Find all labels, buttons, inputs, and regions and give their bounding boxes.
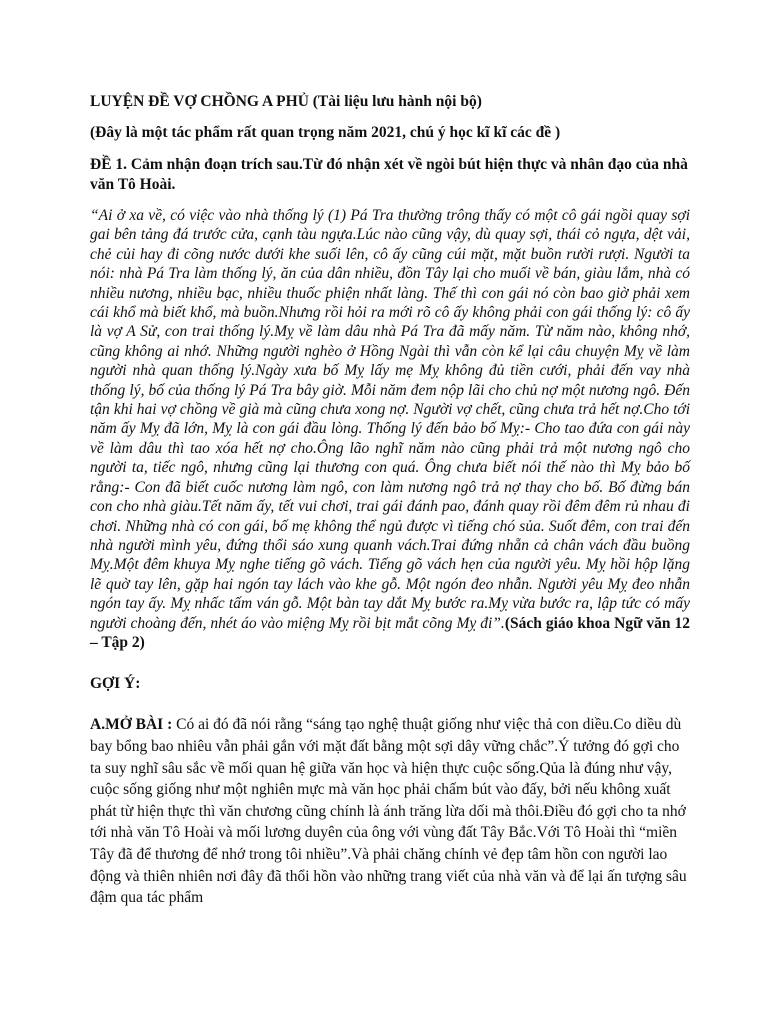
- intro-label: A.MỞ BÀI :: [90, 716, 173, 734]
- excerpt-passage: [90, 206, 690, 652]
- document-page: [90, 92, 690, 909]
- intro-paragraph: [90, 714, 690, 908]
- intro-text: Có ai đó đã nói rằng “sáng tạo nghệ thuật giống như việc thả con diều.Co diều dù bay bổng bao nhiêu vẫn phải gắn với mặt đất bằng một sợi dây vững chắc”.Ý tưởng đó gợi cho ta suy nghĩ sâu sắc về mối quan hệ giữa văn học và hiện thực cuộc sống.Qủa là đúng như vậy, cuộc sống giống như một nghiên mực mà văn học phải chấm bút vào đấy, bởi nếu không xuất phát từ hiện thực thì văn chương cũng chính là ánh trăng lừa dối mà thôi.Điều đó gợi cho ta nhớ tới nhà văn Tô Hoài và mối lương duyên của ông với vùng đất Tây Bắc.Với Tô Hoài thì “miền Tây đã để thương để nhớ trong tôi nhiều”.Và phải chăng chính vẻ đẹp tâm hồn con người lao động và thiên nhiên nơi đây đã thổi hồn vào những trang viết của nhà văn và để lại ấn tượng sâu đậm qua tác phẩm: [90, 716, 687, 907]
- hint-heading: GỢI Ý:: [90, 675, 141, 693]
- exercise-prompt: ĐỀ 1. Cảm nhận đoạn trích sau.Từ đó nhận xét về ngòi bút hiện thực và nhân đạo của nhà văn Tô Hoài.: [90, 156, 688, 193]
- document-subtitle: (Đây là một tác phẩm rất quan trọng năm 2021, chú ý học kĩ kĩ các đề ): [90, 124, 561, 141]
- excerpt-source: (Sách giáo khoa Ngữ văn 12 – Tập 2): [90, 614, 690, 651]
- excerpt-text: “Ai ở xa về, có việc vào nhà thống lý (1) Pá Tra thường trông thấy có một cô gái ngồi quay sợi gai bên tảng đá trước cửa, cạnh tàu ngựa.Lúc nào cũng vậy, dù quay sợi, thái cỏ ngựa, dệt vải, chẻ củi hay đi cõng nước dưới khe suối lên, cô ấy cũng cúi mặt, mặt buồn rười rượi. Người ta nói: nhà Pá Tra làm thống lý, ăn của dân nhiều, đồn Tây lại cho muối về bán, giàu lắm, nhà có nhiều nương, nhiều bạc, nhiều thuốc phiện nhất làng. Thế thì con gái nó còn bao giờ phải xem cái khổ mà biết khổ, mà buồn.Nhưng rồi hỏi ra mới rõ cô ấy không phải con gái thống lý: cô ấy là vợ A Sử, con trai thống lý.Mỵ về làm dâu nhà Pá Tra đã mấy năm. Từ năm nào, không nhớ, cũng không ai nhớ. Những người nghèo ở Hồng Ngài thì vẫn còn kể lại câu chuyện Mỵ về làm người nhà quan thống lý.Ngày xưa bố Mỵ lấy mẹ Mỵ không đủ tiền cưới, phải đến vay nhà thống lý, bố của thống lý Pá Tra bây giờ. Mỗi năm đem nộp lãi cho chủ nợ một nương ngô. Đến tận khi hai vợ chồng về già mà cũng chưa xong nợ. Người vợ chết, cũng chưa trả hết nợ.Cho tới năm ấy Mỵ đã lớn, Mỵ là con gái đầu lòng. Thống lý đến bảo bố Mỵ:- Cho tao đứa con gái này về làm dâu thì tao xóa hết nợ cho.Ông lão nghĩ năm nào cũng phải trả một nương ngô cho người ta, tiếc ngô, nhưng cũng lại thương con quá. Ông chưa biết nói thế nào thì Mỵ bảo bố rằng:- Con đã biết cuốc nương làm ngô, con làm nương ngô trả nợ thay cho bố. Bố đừng bán con cho nhà giàu.Tết năm ấy, tết vui chơi, trai gái đánh pao, đánh quay rồi đêm đêm rủ nhau đi chơi. Những nhà có con gái, bố mẹ không thể ngủ được vì tiếng chó sủa. Suốt đêm, con trai đến nhà người mình yêu, đứng thổi sáo xung quanh vách.Trai đứng nhẵn cả chân vách đầu buồng Mỵ.Một đêm khuya Mỵ nghe tiếng gõ vách. Tiếng gõ vách hẹn của người yêu. Mỵ hồi hộp lặng lẽ quờ tay lên, gặp hai ngón tay lách vào khe gỗ. Một ngón đeo nhẫn. Người yêu Mỵ đeo nhẫn ngón tay ấy. Mỵ nhấc tấm ván gỗ. Một bàn tay dắt Mỵ bước ra.Mỵ vừa bước ra, lập tức có mấy người choàng đến, nhét áo vào miệng Mỵ rồi bịt mắt cõng Mỵ đi”.: [90, 207, 690, 632]
- document-title: LUYỆN ĐỀ VỢ CHỒNG A PHỦ (Tài liệu lưu hành nội bộ): [90, 93, 482, 110]
